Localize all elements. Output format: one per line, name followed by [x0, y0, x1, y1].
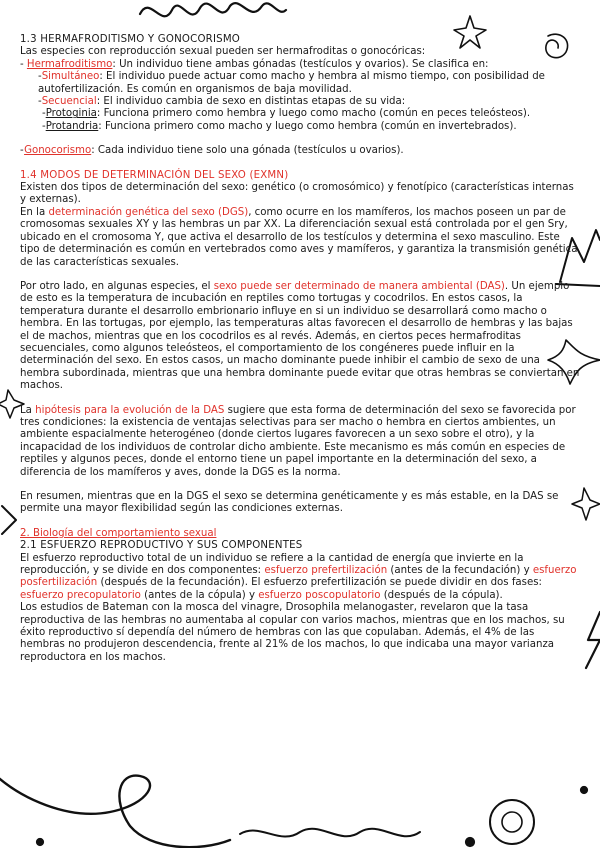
bottom-swirl-doodle — [0, 770, 230, 847]
section-title: 1.4 MODOS DE DETERMINACIÓN DEL SEXO (EXMN) — [20, 169, 289, 181]
summary-paragraph: En resumen, mientras que en la DGS el sexo se determina genéticamente y es más estable, en la DAS se permite una mayor flexibilidad según las condiciones externas. — [20, 491, 559, 515]
gonocorismo-item: -Gonocorismo: Cada individuo tiene solo una gónada (testículos u ovarios). — [20, 145, 404, 157]
section-title: 1.3 HERMAFRODITISMO Y GONOCORISMO — [20, 34, 241, 45]
hipotesis-paragraph: La hipótesis para la evolución de la DAS sugiere que esta forma de determinación del sexo se favorecida por tres condiciones: la existencia de ventajas selectivas para ser macho o hembra en ciertos ambientes, un ambiente espacialmente heterogéneo (donde ciertos lugares favorecen a un sexo sobre el otro), y la incapacidad de los individuos de controlar dicho ambiente. Este mecanismo es más común en especies de reptiles y algunos peces, donde el entorno tiene un papel importante en la determinación del sexo, a diferencia de los mamíferos y aves, donde la DGS es la norma. — [20, 404, 576, 478]
bottom-wave-doodle — [240, 829, 420, 837]
secuencial-item: -Secuencial: El individuo cambia de sexo en distintas etapas de su vida: — [38, 96, 406, 108]
protandria-item: -Protandria: Funciona primero como macho y luego como hembra (común en invertebrados). — [42, 120, 517, 132]
arrow-doodle-left — [2, 506, 16, 534]
protoginia-item: -Protoginia: Funciona primero como hembra y luego como macho (común en peces teleósteos). — [42, 108, 531, 120]
term-gonocorismo: Gonocorismo — [24, 145, 92, 157]
term-simultaneo: Simultáneo — [41, 71, 100, 83]
simultaneo-item: -Simultáneo: El individuo puede actuar como macho y hembra al mismo tiempo, con posibilidad de autofertilización. Es común en organismos de baja movilidad. — [38, 71, 545, 95]
chapter-title: 2. Biología del comportamiento sexual — [20, 527, 217, 539]
section-comportamiento-sexual — [20, 528, 580, 664]
bateman-paragraph: Los estudios de Bateman con la mosca del vinagre, Drosophila melanogaster, revelaron que la tasa reproductiva de las hembras no aumentaba al copular con varios machos, mientras que en los machos, su éxito reproductivo sí dependía del número de hembras con las que copulaban. Además, el 4% de las hembras no produjeron descendencia, frente al 21% de los machos, lo que indicaba una mayor varianza reproductora en los machos. — [20, 602, 565, 663]
dot-doodle — [466, 838, 474, 846]
term-esfuerzo-posfertilizacion: esfuerzo posfertilización — [20, 565, 577, 589]
top-scribble-doodle — [140, 3, 286, 16]
term-protoginia: Protoginia — [45, 108, 97, 120]
term-hermafroditismo: Hermafroditismo — [26, 58, 113, 70]
term-esfuerzo-precopulatorio: esfuerzo precopulatorio — [20, 589, 141, 601]
hermafroditismo-item: - Hermafroditismo: Un individuo tiene ambas gónadas (testículos y ovarios). Se clasifica en: — [20, 58, 489, 70]
term-protandria: Protandria — [45, 120, 99, 132]
term-esfuerzo-poscopulatorio: esfuerzo poscopulatorio — [258, 589, 381, 601]
term-dgs: determinación genética del sexo (DGS) — [48, 206, 249, 218]
das-paragraph: Por otro lado, en algunas especies, el sexo puede ser determinado de manera ambiental (DAS). Un ejemplo de esto es la temperatura de incubación en reptiles como tortugas y cocodrilos. En estos casos, la temperatura durante el desarrollo embrionario influye en si un individuo se desarrollará como macho o hembra. En las tortugas, por ejemplo, las temperaturas altas favorecen el desarrollo de hembras y las bajas el de machos, mientras que en los cocodrilos es al revés. Además, en ciertos peces hermafroditas secuenciales, como algunos teleósteos, el comportamiento de los congéneres puede influir en la determinación del sexo. En estos casos, un macho dominante puede inhibir el cambio de sexo de una hembra subordinada, mientras que una hembra dominante puede evitar que otras hembras se conviertan en machos. — [20, 280, 580, 392]
term-esfuerzo-prefertilizacion: esfuerzo prefertilización — [264, 565, 388, 577]
esfuerzo-paragraph: El esfuerzo reproductivo total de un individuo se refiere a la cantidad de energía que invierte en la reproducción, y se divide en dos componentes: esfuerzo prefertilización (antes de la fecundación) y esfuerzo posfertilización (después de la fecundación). El esfuerzo prefertilización se puede dividir en dos fases: esfuerzo precopulatorio (antes de la cópula) y esfuerzo poscopulatorio (después de la cópula). — [20, 552, 577, 601]
section-intro: Existen dos tipos de determinación del sexo: genético (o cromosómico) y fenotípico (características internas y externas). — [20, 182, 574, 206]
subsection-title: 2.1 ESFUERZO REPRODUCTIVO Y SUS COMPONENTES — [20, 540, 303, 552]
dgs-paragraph: En la determinación genética del sexo (DGS), como ocurre en los mamíferos, los machos poseen un par de cromosomas sexuales XY y las hembras un par XX. La diferenciación sexual está controlada por el gen Sry, ubicado en el cromosoma Y, que activa el desarrollo de los testículos y determina el sexo masculino. Este tipo de determinación es común en vertebrados como aves y mamíferos, y garantiza la transmisión genética de las características sexuales. — [20, 206, 578, 268]
circle-doodle — [490, 800, 534, 844]
term-hipotesis-das: hipótesis para la evolución de la DAS — [35, 404, 225, 416]
term-secuencial: Secuencial — [41, 96, 97, 108]
term-das: sexo puede ser determinado de manera ambiental (DAS) — [213, 280, 505, 292]
lightning-doodle — [586, 612, 600, 668]
section-intro: Las especies con reproducción sexual pueden ser hermafroditas o gonocóricas: — [20, 46, 426, 58]
notes-page — [20, 34, 580, 664]
section-hermafroditismo — [20, 34, 580, 158]
section-determinacion-sexo — [20, 170, 580, 516]
